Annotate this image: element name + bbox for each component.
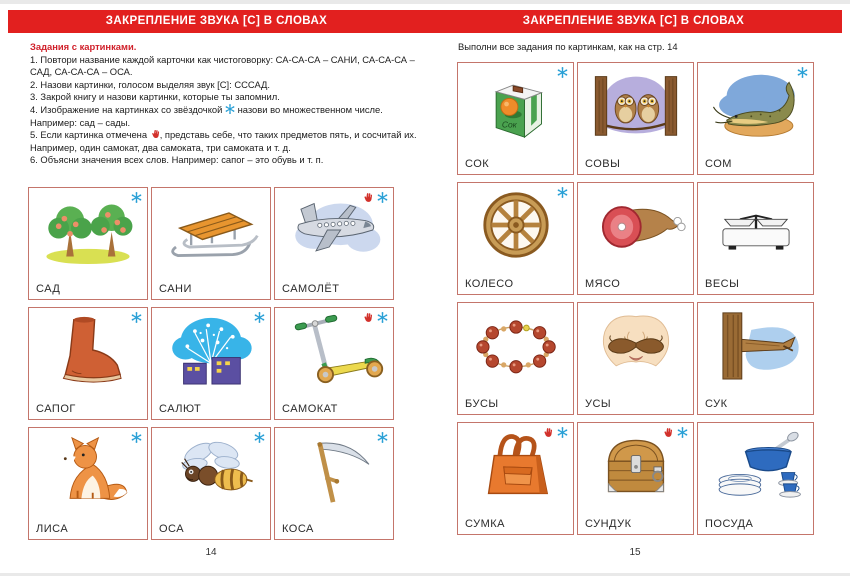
card-label: ВЕСЫ bbox=[705, 278, 740, 290]
card-label: МЯСО bbox=[585, 278, 621, 290]
card-label: ЛИСА bbox=[36, 523, 69, 535]
card-label: БУСЫ bbox=[465, 398, 499, 410]
card-label: СУНДУК bbox=[585, 518, 632, 530]
card-suk bbox=[697, 302, 814, 415]
card-usy bbox=[577, 302, 694, 415]
hand-icon bbox=[542, 427, 553, 438]
task-5 bbox=[30, 129, 424, 154]
card-kosa bbox=[274, 427, 394, 540]
card-label: САМОКАТ bbox=[282, 403, 338, 415]
card-sunduk bbox=[577, 422, 694, 535]
left-page-title: ЗАКРЕПЛЕНИЕ ЗВУКА [С] В СЛОВАХ bbox=[105, 15, 328, 27]
branch-illustration bbox=[704, 306, 808, 384]
card-myaso bbox=[577, 182, 694, 295]
snowflake-icon bbox=[557, 187, 568, 198]
right-card-grid bbox=[457, 62, 814, 535]
card-samokat bbox=[274, 307, 394, 420]
task-4-text-post: назови во множественном числе. Например: сад – сады. bbox=[30, 103, 383, 128]
card-posuda bbox=[697, 422, 814, 535]
card-sapog bbox=[28, 307, 148, 420]
tasks-block bbox=[30, 41, 424, 167]
task-3: 3. Закрой книгу и назови картинки, которые ты запомнил. bbox=[30, 91, 280, 103]
snowflake-icon bbox=[377, 432, 388, 443]
card-label: ПОСУДА bbox=[705, 518, 754, 530]
card-sok bbox=[457, 62, 574, 175]
card-label: СОВЫ bbox=[585, 158, 621, 170]
boot-illustration bbox=[36, 311, 140, 389]
header-banner bbox=[8, 10, 842, 33]
card-label: СОМ bbox=[705, 158, 732, 170]
hand-icon bbox=[662, 427, 673, 438]
wasp-illustration bbox=[159, 431, 263, 509]
snowflake-icon bbox=[377, 192, 388, 203]
task-1: 1. Повтори название каждой карточки как чистоговорку: СА-СА-СА – САНИ, СА-СА-СА – САД, СА-СА-СА – ОСА. bbox=[30, 53, 415, 78]
page-edge-top bbox=[0, 0, 850, 4]
snowflake-icon bbox=[557, 67, 568, 78]
catfish-illustration bbox=[704, 66, 808, 144]
card-lisa bbox=[28, 427, 148, 540]
right-page-number: 15 bbox=[629, 547, 641, 558]
card-label: КОСА bbox=[282, 523, 314, 535]
hand-icon bbox=[362, 312, 373, 323]
scythe-illustration bbox=[282, 431, 386, 509]
card-sad bbox=[28, 187, 148, 300]
snowflake-icon bbox=[254, 312, 265, 323]
apple-trees-illustration bbox=[36, 191, 140, 269]
hand-icon bbox=[150, 129, 160, 139]
snowflake-icon bbox=[131, 192, 142, 203]
card-label: ОСА bbox=[159, 523, 185, 535]
fox-illustration bbox=[36, 431, 140, 509]
juice-carton-illustration bbox=[464, 66, 568, 144]
task-4 bbox=[30, 104, 424, 129]
card-sumka bbox=[457, 422, 574, 535]
hand-icon bbox=[362, 192, 373, 203]
task-2: 2. Назови картинки, голосом выделяя звук [С]: СССАД. bbox=[30, 78, 270, 90]
fireworks-illustration bbox=[159, 311, 263, 389]
card-salyut bbox=[151, 307, 271, 420]
task-5-text-post: , представь себе, что таких предметов пять, и сосчитай их. Например, один самокат, два самоката, три самоката и т. д. bbox=[30, 129, 417, 153]
owls-illustration bbox=[584, 66, 688, 144]
mustache-illustration bbox=[584, 306, 688, 384]
card-label: САД bbox=[36, 283, 61, 295]
task-5-text-pre: 5. Если картинка отмечена bbox=[30, 129, 148, 141]
sled-illustration bbox=[159, 191, 263, 269]
card-label: САПОГ bbox=[36, 403, 76, 415]
card-som bbox=[697, 62, 814, 175]
snowflake-icon bbox=[131, 312, 142, 323]
snowflake-icon bbox=[557, 427, 568, 438]
right-page-title: ЗАКРЕПЛЕНИЕ ЗВУКА [С] В СЛОВАХ bbox=[522, 15, 745, 27]
card-osa bbox=[151, 427, 271, 540]
card-samolyot bbox=[274, 187, 394, 300]
card-sovy bbox=[577, 62, 694, 175]
card-label: СУК bbox=[705, 398, 728, 410]
snowflake-icon bbox=[131, 432, 142, 443]
snowflake-icon bbox=[377, 312, 388, 323]
beads-illustration bbox=[464, 306, 568, 384]
card-busy bbox=[457, 302, 574, 415]
left-card-grid bbox=[28, 187, 394, 540]
scales-illustration bbox=[704, 186, 808, 264]
task-6: 6. Объясни значения всех слов. Например: сапог – это обувь и т. п. bbox=[30, 154, 324, 166]
wheel-illustration bbox=[464, 186, 568, 264]
left-page-number: 14 bbox=[205, 547, 217, 558]
card-label: УСЫ bbox=[585, 398, 612, 410]
snowflake-icon bbox=[677, 427, 688, 438]
right-page-intro: Выполни все задания по картинкам, как на стр. 14 bbox=[458, 41, 678, 52]
card-sani bbox=[151, 187, 271, 300]
dishes-illustration bbox=[704, 426, 808, 504]
tasks-title: Задания с картинками. bbox=[30, 41, 137, 52]
card-vesy bbox=[697, 182, 814, 295]
card-label: САНИ bbox=[159, 283, 192, 295]
meat-illustration bbox=[584, 186, 688, 264]
task-4-text-pre: 4. Изображение на картинках со звёздочкой bbox=[30, 103, 223, 115]
card-label: САЛЮТ bbox=[159, 403, 202, 415]
card-koleso bbox=[457, 182, 574, 295]
card-label: СОК bbox=[465, 158, 490, 170]
snowflake-icon bbox=[225, 104, 235, 114]
card-label: КОЛЕСО bbox=[465, 278, 514, 290]
card-label: СУМКА bbox=[465, 518, 505, 530]
card-label: САМОЛЁТ bbox=[282, 283, 340, 295]
snowflake-icon bbox=[254, 432, 265, 443]
carton-brand-text: Сок bbox=[501, 119, 517, 130]
snowflake-icon bbox=[797, 67, 808, 78]
